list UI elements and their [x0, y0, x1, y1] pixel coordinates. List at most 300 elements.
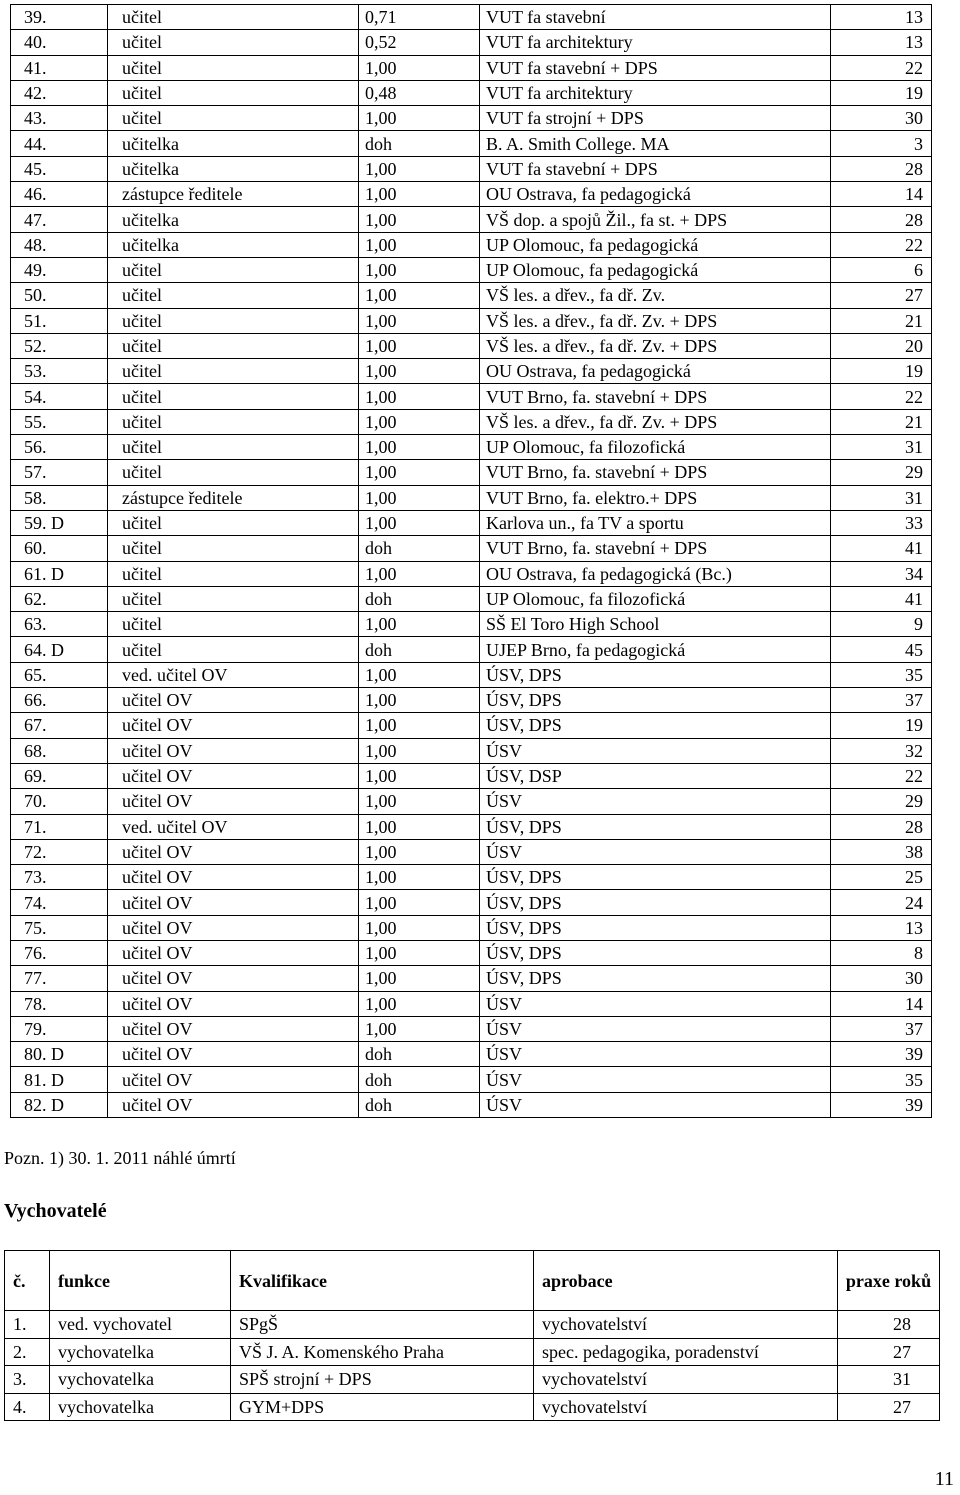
row-number: 67. — [11, 713, 108, 738]
qualification-cell: ÚSV, DPS — [480, 662, 831, 687]
approbation-cell: vychovatelství — [534, 1311, 838, 1339]
qualification-cell: ÚSV, DPS — [480, 940, 831, 965]
qualification-cell: ÚSV — [480, 1092, 831, 1117]
row-number: 51. — [11, 308, 108, 333]
educators-header-row — [5, 1251, 940, 1311]
workload-cell: 1,00 — [359, 763, 480, 788]
table-row — [11, 1042, 932, 1067]
years-cell: 37 — [831, 688, 932, 713]
approbation-cell: vychovatelství — [534, 1393, 838, 1421]
workload-cell: 1,00 — [359, 510, 480, 535]
function-cell: vychovatelka — [50, 1366, 231, 1394]
function-cell: učitel — [108, 359, 359, 384]
table-row — [11, 1067, 932, 1092]
workload-cell: 1,00 — [359, 915, 480, 940]
educators-table — [4, 1250, 940, 1421]
table-row — [11, 207, 932, 232]
workload-cell: 1,00 — [359, 940, 480, 965]
workload-cell: 1,00 — [359, 232, 480, 257]
row-number: 62. — [11, 586, 108, 611]
workload-cell: 1,00 — [359, 460, 480, 485]
table-row — [11, 30, 932, 55]
workload-cell: 1,00 — [359, 308, 480, 333]
table-row — [11, 713, 932, 738]
row-number: 70. — [11, 789, 108, 814]
qualification-cell: VUT Brno, fa. elektro.+ DPS — [480, 485, 831, 510]
years-cell: 19 — [831, 359, 932, 384]
header-kvalifikace: Kvalifikace — [231, 1251, 534, 1311]
table-row — [11, 485, 932, 510]
row-number: 45. — [11, 156, 108, 181]
qualification-cell: ÚSV, DPS — [480, 814, 831, 839]
table-row — [11, 156, 932, 181]
row-number: 56. — [11, 435, 108, 460]
function-cell: učitel — [108, 283, 359, 308]
years-cell: 13 — [831, 30, 932, 55]
years-cell: 9 — [831, 612, 932, 637]
row-number: 53. — [11, 359, 108, 384]
workload-cell: 1,00 — [359, 409, 480, 434]
years-cell: 3 — [831, 131, 932, 156]
table-row — [11, 814, 932, 839]
workload-cell: 1,00 — [359, 713, 480, 738]
row-number: 76. — [11, 940, 108, 965]
years-cell: 21 — [831, 308, 932, 333]
row-number: 74. — [11, 890, 108, 915]
years-cell: 14 — [831, 182, 932, 207]
function-cell: učitel — [108, 612, 359, 637]
function-cell: učitel — [108, 409, 359, 434]
years-cell: 34 — [831, 561, 932, 586]
qualification-cell: ÚSV — [480, 839, 831, 864]
function-cell: učitel OV — [108, 789, 359, 814]
row-number: 72. — [11, 839, 108, 864]
header-aprobace: aprobace — [534, 1251, 838, 1311]
qualification-cell: GYM+DPS — [231, 1393, 534, 1421]
row-number: 47. — [11, 207, 108, 232]
qualification-cell: ÚSV, DPS — [480, 713, 831, 738]
table-row — [11, 5, 932, 30]
table-row — [11, 55, 932, 80]
qualification-cell: ÚSV, DPS — [480, 915, 831, 940]
qualification-cell: VUT fa strojní + DPS — [480, 106, 831, 131]
table-row — [11, 586, 932, 611]
years-cell: 27 — [831, 283, 932, 308]
qualification-cell: ÚSV — [480, 789, 831, 814]
years-cell: 19 — [831, 80, 932, 105]
qualification-cell: UP Olomouc, fa filozofická — [480, 586, 831, 611]
function-cell: učitel — [108, 80, 359, 105]
table-row — [11, 333, 932, 358]
header-praxe: praxe roků — [838, 1251, 940, 1311]
qualification-cell: VUT fa architektury — [480, 80, 831, 105]
table-row — [5, 1366, 940, 1394]
workload-cell: 1,00 — [359, 561, 480, 586]
row-number: 75. — [11, 915, 108, 940]
years-cell: 45 — [831, 637, 932, 662]
qualification-cell: ÚSV — [480, 1067, 831, 1092]
years-cell: 22 — [831, 763, 932, 788]
table-row — [11, 80, 932, 105]
table-row — [11, 257, 932, 282]
function-cell: učitelka — [108, 156, 359, 181]
table-row — [5, 1311, 940, 1339]
workload-cell: 1,00 — [359, 991, 480, 1016]
qualification-cell: SPgŠ — [231, 1311, 534, 1339]
row-number: 79. — [11, 1016, 108, 1041]
years-cell: 24 — [831, 890, 932, 915]
row-number: 73. — [11, 865, 108, 890]
qualification-cell: ÚSV — [480, 1042, 831, 1067]
table-row — [11, 763, 932, 788]
years-cell: 8 — [831, 940, 932, 965]
years-cell: 41 — [831, 586, 932, 611]
qualification-cell: VŠ les. a dřev., fa dř. Zv. + DPS — [480, 333, 831, 358]
table-row — [11, 131, 932, 156]
educators-table-body — [5, 1311, 940, 1421]
years-cell: 39 — [831, 1092, 932, 1117]
workload-cell: 1,00 — [359, 257, 480, 282]
table-row — [11, 1092, 932, 1117]
function-cell: učitel OV — [108, 940, 359, 965]
table-row — [11, 688, 932, 713]
table-row — [11, 359, 932, 384]
table-row — [11, 232, 932, 257]
table-row — [11, 966, 932, 991]
workload-cell: 1,00 — [359, 182, 480, 207]
qualification-cell: VŠ les. a dřev., fa dř. Zv. + DPS — [480, 308, 831, 333]
row-number: 48. — [11, 232, 108, 257]
function-cell: učitel — [108, 637, 359, 662]
qualification-cell: SŠ El Toro High School — [480, 612, 831, 637]
function-cell: zástupce ředitele — [108, 485, 359, 510]
years-cell: 30 — [831, 966, 932, 991]
table-row — [11, 510, 932, 535]
row-number: 78. — [11, 991, 108, 1016]
row-number: 58. — [11, 485, 108, 510]
years-cell: 28 — [831, 207, 932, 232]
qualification-cell: VUT Brno, fa. stavební + DPS — [480, 384, 831, 409]
function-cell: vychovatelka — [50, 1338, 231, 1366]
workload-cell: doh — [359, 1042, 480, 1067]
qualification-cell: ÚSV, DSP — [480, 763, 831, 788]
workload-cell: 0,52 — [359, 30, 480, 55]
years-cell: 25 — [831, 865, 932, 890]
qualification-cell: VUT fa architektury — [480, 30, 831, 55]
qualification-cell: VŠ J. A. Komenského Praha — [231, 1338, 534, 1366]
row-number: 60. — [11, 536, 108, 561]
educators-section-title: Vychovatelé — [4, 1200, 107, 1222]
workload-cell: 1,00 — [359, 865, 480, 890]
function-cell: učitel — [108, 5, 359, 30]
function-cell: učitel OV — [108, 713, 359, 738]
row-number: 71. — [11, 814, 108, 839]
row-number: 42. — [11, 80, 108, 105]
row-number: 52. — [11, 333, 108, 358]
table-row — [11, 106, 932, 131]
years-cell: 20 — [831, 333, 932, 358]
function-cell: vychovatelka — [50, 1393, 231, 1421]
qualification-cell: ÚSV, DPS — [480, 966, 831, 991]
row-number: 3. — [5, 1366, 50, 1394]
row-number: 77. — [11, 966, 108, 991]
function-cell: učitel — [108, 536, 359, 561]
row-number: 59. D — [11, 510, 108, 535]
function-cell: učitel — [108, 384, 359, 409]
table-row — [11, 890, 932, 915]
years-cell: 6 — [831, 257, 932, 282]
years-cell: 31 — [838, 1366, 940, 1394]
function-cell: učitelka — [108, 131, 359, 156]
function-cell: učitel — [108, 55, 359, 80]
workload-cell: 1,00 — [359, 435, 480, 460]
workload-cell: 1,00 — [359, 738, 480, 763]
function-cell: učitel — [108, 586, 359, 611]
table-row — [11, 384, 932, 409]
qualification-cell: UJEP Brno, fa pedagogická — [480, 637, 831, 662]
years-cell: 22 — [831, 384, 932, 409]
years-cell: 33 — [831, 510, 932, 535]
row-number: 40. — [11, 30, 108, 55]
table-row — [11, 991, 932, 1016]
table-row — [11, 865, 932, 890]
row-number: 44. — [11, 131, 108, 156]
function-cell: učitel OV — [108, 991, 359, 1016]
function-cell: učitel — [108, 435, 359, 460]
row-number: 68. — [11, 738, 108, 763]
function-cell: učitel — [108, 106, 359, 131]
workload-cell: 1,00 — [359, 688, 480, 713]
function-cell: ved. vychovatel — [50, 1311, 231, 1339]
qualification-cell: UP Olomouc, fa filozofická — [480, 435, 831, 460]
table-row — [11, 435, 932, 460]
years-cell: 41 — [831, 536, 932, 561]
function-cell: učitelka — [108, 207, 359, 232]
workload-cell: 1,00 — [359, 359, 480, 384]
table-row — [11, 561, 932, 586]
row-number: 50. — [11, 283, 108, 308]
qualification-cell: VŠ dop. a spojů Žil., fa st. + DPS — [480, 207, 831, 232]
qualification-cell: ÚSV — [480, 1016, 831, 1041]
years-cell: 21 — [831, 409, 932, 434]
function-cell: učitel — [108, 257, 359, 282]
workload-cell: 1,00 — [359, 384, 480, 409]
years-cell: 28 — [831, 814, 932, 839]
years-cell: 28 — [838, 1311, 940, 1339]
qualification-cell: OU Ostrava, fa pedagogická — [480, 182, 831, 207]
function-cell: učitel — [108, 510, 359, 535]
function-cell: učitel OV — [108, 738, 359, 763]
workload-cell: 1,00 — [359, 485, 480, 510]
row-number: 55. — [11, 409, 108, 434]
table-row — [11, 460, 932, 485]
row-number: 43. — [11, 106, 108, 131]
years-cell: 37 — [831, 1016, 932, 1041]
workload-cell: 1,00 — [359, 156, 480, 181]
header-funkce: funkce — [50, 1251, 231, 1311]
function-cell: učitel OV — [108, 865, 359, 890]
row-number: 46. — [11, 182, 108, 207]
function-cell: učitelka — [108, 232, 359, 257]
workload-cell: 0,48 — [359, 80, 480, 105]
row-number: 82. D — [11, 1092, 108, 1117]
years-cell: 14 — [831, 991, 932, 1016]
row-number: 54. — [11, 384, 108, 409]
table-row — [11, 839, 932, 864]
row-number: 64. D — [11, 637, 108, 662]
qualification-cell: VUT Brno, fa. stavební + DPS — [480, 536, 831, 561]
function-cell: učitel OV — [108, 688, 359, 713]
table-row — [11, 536, 932, 561]
workload-cell: doh — [359, 586, 480, 611]
qualification-cell: ÚSV, DPS — [480, 865, 831, 890]
workload-cell: doh — [359, 1092, 480, 1117]
workload-cell: 1,00 — [359, 789, 480, 814]
row-number: 66. — [11, 688, 108, 713]
row-number: 69. — [11, 763, 108, 788]
years-cell: 29 — [831, 789, 932, 814]
workload-cell: 1,00 — [359, 55, 480, 80]
qualification-cell: ÚSV, DPS — [480, 688, 831, 713]
page-number: 11 — [934, 1468, 954, 1490]
qualification-cell: B. A. Smith College. MA — [480, 131, 831, 156]
table-row — [5, 1338, 940, 1366]
table-row — [11, 915, 932, 940]
table-row — [11, 789, 932, 814]
table-row — [11, 612, 932, 637]
function-cell: učitel OV — [108, 1016, 359, 1041]
staff-table-body — [11, 5, 932, 1118]
years-cell: 31 — [831, 435, 932, 460]
years-cell: 19 — [831, 713, 932, 738]
years-cell: 27 — [838, 1393, 940, 1421]
function-cell: učitel OV — [108, 890, 359, 915]
years-cell: 13 — [831, 5, 932, 30]
years-cell: 22 — [831, 55, 932, 80]
approbation-cell: spec. pedagogika, poradenství — [534, 1338, 838, 1366]
workload-cell: 1,00 — [359, 890, 480, 915]
table-row — [11, 182, 932, 207]
years-cell: 29 — [831, 460, 932, 485]
row-number: 49. — [11, 257, 108, 282]
table-row — [5, 1393, 940, 1421]
qualification-cell: VUT Brno, fa. stavební + DPS — [480, 460, 831, 485]
qualification-cell: VŠ les. a dřev., fa dř. Zv. — [480, 283, 831, 308]
qualification-cell: VUT fa stavební + DPS — [480, 156, 831, 181]
row-number: 65. — [11, 662, 108, 687]
staff-table — [10, 4, 932, 1118]
note-text: Pozn. 1) 30. 1. 2011 náhlé úmrtí — [4, 1148, 236, 1168]
workload-cell: doh — [359, 637, 480, 662]
table-row — [11, 662, 932, 687]
row-number: 4. — [5, 1393, 50, 1421]
workload-cell: 1,00 — [359, 106, 480, 131]
function-cell: učitel — [108, 308, 359, 333]
function-cell: učitel — [108, 30, 359, 55]
function-cell: učitel OV — [108, 915, 359, 940]
function-cell: učitel OV — [108, 966, 359, 991]
row-number: 1. — [5, 1311, 50, 1339]
table-row — [11, 308, 932, 333]
qualification-cell: SPŠ strojní + DPS — [231, 1366, 534, 1394]
workload-cell: doh — [359, 536, 480, 561]
workload-cell: 0,71 — [359, 5, 480, 30]
years-cell: 13 — [831, 915, 932, 940]
qualification-cell: OU Ostrava, fa pedagogická — [480, 359, 831, 384]
function-cell: zástupce ředitele — [108, 182, 359, 207]
table-row — [11, 283, 932, 308]
function-cell: učitel — [108, 561, 359, 586]
function-cell: učitel OV — [108, 1067, 359, 1092]
qualification-cell: UP Olomouc, fa pedagogická — [480, 232, 831, 257]
row-number: 63. — [11, 612, 108, 637]
qualification-cell: OU Ostrava, fa pedagogická (Bc.) — [480, 561, 831, 586]
years-cell: 35 — [831, 1067, 932, 1092]
years-cell: 30 — [831, 106, 932, 131]
qualification-cell: ÚSV — [480, 991, 831, 1016]
workload-cell: doh — [359, 1067, 480, 1092]
function-cell: učitel — [108, 460, 359, 485]
table-row — [11, 409, 932, 434]
workload-cell: 1,00 — [359, 612, 480, 637]
workload-cell: 1,00 — [359, 966, 480, 991]
function-cell: učitel OV — [108, 1042, 359, 1067]
qualification-cell: Karlova un., fa TV a sportu — [480, 510, 831, 535]
row-number: 41. — [11, 55, 108, 80]
years-cell: 27 — [838, 1338, 940, 1366]
table-row — [11, 1016, 932, 1041]
years-cell: 38 — [831, 839, 932, 864]
function-cell: ved. učitel OV — [108, 814, 359, 839]
row-number: 57. — [11, 460, 108, 485]
approbation-cell: vychovatelství — [534, 1366, 838, 1394]
years-cell: 32 — [831, 738, 932, 763]
row-number: 39. — [11, 5, 108, 30]
function-cell: učitel OV — [108, 1092, 359, 1117]
workload-cell: 1,00 — [359, 814, 480, 839]
workload-cell: 1,00 — [359, 207, 480, 232]
function-cell: učitel — [108, 333, 359, 358]
function-cell: učitel OV — [108, 839, 359, 864]
workload-cell: 1,00 — [359, 662, 480, 687]
years-cell: 39 — [831, 1042, 932, 1067]
function-cell: ved. učitel OV — [108, 662, 359, 687]
table-row — [11, 637, 932, 662]
table-row — [11, 940, 932, 965]
years-cell: 28 — [831, 156, 932, 181]
qualification-cell: ÚSV — [480, 738, 831, 763]
workload-cell: doh — [359, 131, 480, 156]
years-cell: 35 — [831, 662, 932, 687]
table-row — [11, 738, 932, 763]
years-cell: 22 — [831, 232, 932, 257]
years-cell: 31 — [831, 485, 932, 510]
qualification-cell: VUT fa stavební + DPS — [480, 55, 831, 80]
qualification-cell: ÚSV, DPS — [480, 890, 831, 915]
workload-cell: 1,00 — [359, 283, 480, 308]
row-number: 80. D — [11, 1042, 108, 1067]
workload-cell: 1,00 — [359, 1016, 480, 1041]
row-number: 81. D — [11, 1067, 108, 1092]
qualification-cell: UP Olomouc, fa pedagogická — [480, 257, 831, 282]
function-cell: učitel OV — [108, 763, 359, 788]
qualification-cell: VŠ les. a dřev., fa dř. Zv. + DPS — [480, 409, 831, 434]
row-number: 61. D — [11, 561, 108, 586]
workload-cell: 1,00 — [359, 839, 480, 864]
workload-cell: 1,00 — [359, 333, 480, 358]
row-number: 2. — [5, 1338, 50, 1366]
qualification-cell: VUT fa stavební — [480, 5, 831, 30]
